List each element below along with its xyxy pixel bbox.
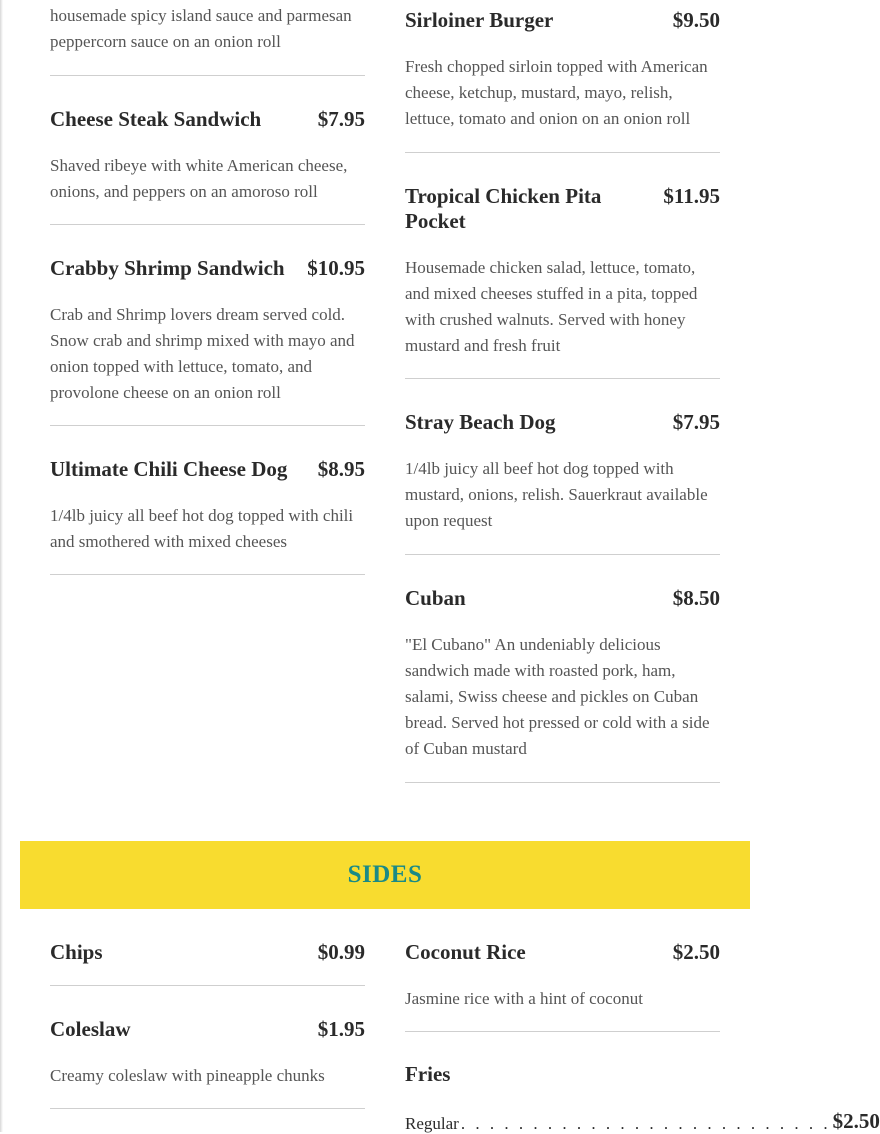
item-description: Fresh chopped sirloin topped with American cheese, ketchup, mustard, mayo, relish, lettuce, tomato and onion on an onion roll <box>405 57 708 128</box>
side-item-chips[interactable] <box>50 909 365 986</box>
sides-column-right <box>405 909 880 1133</box>
menu-item-ultimate-chili-cheese-dog[interactable] <box>50 426 365 575</box>
section-title: SIDES <box>347 861 423 888</box>
item-price: $8.50 <box>672 586 720 610</box>
menu-item-stray-beach-dog[interactable] <box>405 379 720 555</box>
menu-item-cheese-steak-sandwich[interactable] <box>50 76 365 225</box>
menu-column-right <box>405 0 720 783</box>
item-price: $2.50 <box>672 940 720 964</box>
menu-item-partial <box>50 0 365 76</box>
item-description: Creamy coleslaw with pineapple chunks <box>50 1066 325 1085</box>
item-description: "El Cubano" An undeniably delicious sandwich made with roasted pork, ham, salami, Swiss cheese and pickles on Cuban bread. Served hot pressed or cold with a side of Cuban mustard <box>405 635 710 758</box>
side-item-coconut-rice[interactable] <box>405 909 720 1032</box>
item-price: $7.95 <box>672 410 720 434</box>
dot-leader: . . . . . . . . . . . . . . . . . . . . . . . . . . <box>460 1114 831 1133</box>
item-description: housemade spicy island sauce and parmesan peppercorn sauce on an onion roll <box>50 6 352 51</box>
side-item-coleslaw[interactable] <box>50 986 365 1109</box>
item-name: Fries <box>405 1062 451 1086</box>
item-description: Housemade chicken salad, lettuce, tomato, and mixed cheeses stuffed in a pita, topped with crushed walnuts. Served with honey mustard and fresh fruit <box>405 258 698 355</box>
fries-option-regular[interactable] <box>405 1109 880 1134</box>
item-price: $9.50 <box>672 8 720 32</box>
item-price: $10.95 <box>307 256 365 280</box>
item-name: Cuban <box>405 586 466 610</box>
page-edge-shadow <box>0 0 3 1132</box>
item-name: Stray Beach Dog <box>405 410 556 434</box>
menu-item-tropical-chicken-pita-pocket[interactable] <box>405 153 720 379</box>
item-price: $8.95 <box>317 457 365 481</box>
option-label: Regular <box>405 1114 459 1133</box>
item-description: Shaved ribeye with white American cheese, onions, and peppers on an amoroso roll <box>50 156 348 201</box>
item-price: $7.95 <box>317 107 365 131</box>
item-description: 1/4lb juicy all beef hot dog topped with mustard, onions, relish. Sauerkraut available upon request <box>405 459 708 530</box>
item-name: Crabby Shrimp Sandwich <box>50 256 285 280</box>
sides-section-header <box>20 841 750 909</box>
item-name: Ultimate Chili Cheese Dog <box>50 457 288 481</box>
item-name: Cheese Steak Sandwich <box>50 107 262 131</box>
item-price: $0.99 <box>317 940 365 964</box>
item-name: Coconut Rice <box>405 940 526 964</box>
item-price: $11.95 <box>663 184 720 208</box>
item-description: 1/4lb juicy all beef hot dog topped with chili and smothered with mixed cheeses <box>50 506 354 551</box>
menu-column-left <box>50 0 365 575</box>
sides-column-left <box>50 909 365 1109</box>
menu-item-crabby-shrimp-sandwich[interactable] <box>50 225 365 426</box>
side-item-fries[interactable] <box>405 1032 880 1133</box>
item-name: Tropical Chicken Pita Pocket <box>405 184 602 233</box>
item-description: Crab and Shrimp lovers dream served cold. Snow crab and shrimp mixed with mayo and onion topped with lettuce, tomato, and provolone cheese on an onion roll <box>50 305 355 402</box>
item-name: Sirloiner Burger <box>405 8 554 32</box>
menu-item-cuban[interactable] <box>405 555 720 783</box>
item-name: Coleslaw <box>50 1017 131 1041</box>
option-price: $2.50 <box>832 1109 880 1133</box>
item-name: Chips <box>50 940 103 964</box>
item-price: $1.95 <box>317 1017 365 1041</box>
item-description: Jasmine rice with a hint of coconut <box>405 989 643 1008</box>
menu-item-sirloiner-burger[interactable] <box>405 0 720 153</box>
